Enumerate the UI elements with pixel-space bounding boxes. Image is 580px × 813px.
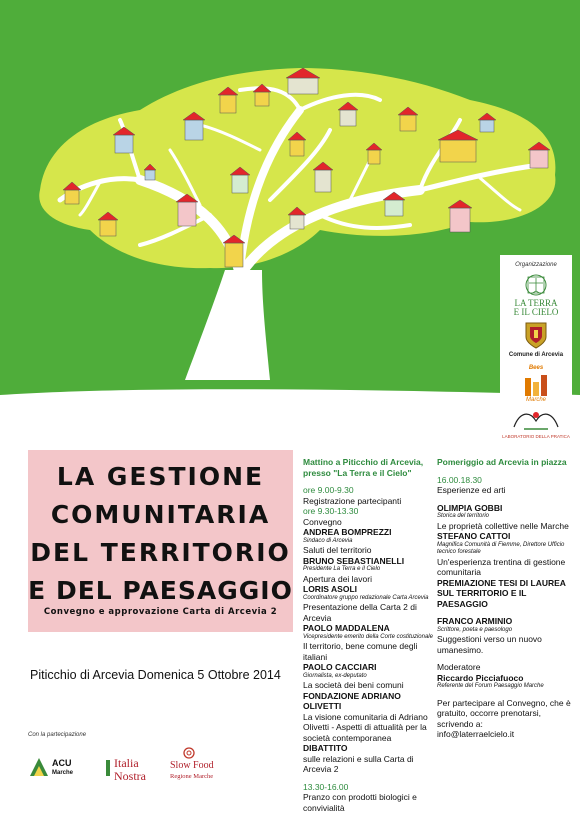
speaker-role: Vicepresidente emerito della Corte costituzionale	[303, 633, 433, 640]
speaker-name: FRANCO ARMINIO	[437, 616, 513, 626]
speaker-topic: Suggestioni verso un nuovo umanesimo.	[437, 634, 542, 655]
speaker-topic: sulle relazioni e sulla Carta di Arcevia 2	[303, 753, 414, 774]
logo-bees-line2: Marche	[525, 397, 546, 403]
speaker-name: OLIMPIA GOBBI	[437, 502, 503, 513]
title-line-4: E DEL PAESAGGIO	[28, 576, 293, 605]
award-title: PREMIAZIONE TESI DI LAUREA SUL TERRITORIO E IL PAESAGGIO	[437, 577, 566, 609]
logo-terra-line1: LA TERRA	[514, 298, 558, 308]
speaker-topic: La visione comunitaria di Adriano Olivetti - Aspetti di attualità per la società contemporanea	[303, 711, 428, 743]
speaker-topic: Le proprietà collettive nelle Marche	[437, 520, 569, 531]
logo-terra-line2: E IL CIELO	[513, 307, 559, 317]
registration-info: Per partecipare al Convegno, che è gratuito, occorre prenotarsi, scrivendo a:	[437, 697, 571, 729]
speaker-topic: La società dei beni comuni	[303, 680, 404, 690]
speaker-role: Sindaco di Arcevia	[303, 537, 353, 544]
speaker-role: Presidente La Terra e il Cielo	[303, 566, 381, 572]
speaker-topic: Un'esperienza trentina di gestione comunitaria	[437, 556, 566, 577]
speaker-name: PAOLO MADDALENA	[303, 623, 390, 633]
title-line-2: COMUNITARIA	[50, 500, 271, 529]
vitruvian-logo-icon	[524, 273, 548, 297]
morning-heading: Mattino a Piticchio di Arcevia, presso "La Terra e il Cielo"	[303, 457, 424, 478]
afternoon-program	[437, 457, 577, 740]
moderator-role: Referente del Forum Paesaggio Marche	[437, 683, 544, 689]
morning-time-3: 13.30-16.00	[303, 781, 349, 792]
organizers-panel	[500, 255, 572, 445]
partners-label: Con la partecipazione	[28, 732, 87, 738]
morning-program	[303, 457, 433, 813]
slow-food-region: Regione Marche	[170, 773, 214, 780]
speaker-topic: Apertura dei lavori	[303, 573, 372, 584]
title-line-1: LA GESTIONE	[56, 462, 265, 491]
acu-name: ACU	[52, 758, 72, 768]
morning-item-3: Pranzo con prodotti biologici e convivialità	[303, 792, 417, 813]
contact-email[interactable]: info@laterraelcielo.it	[437, 729, 515, 739]
title-box	[28, 450, 293, 632]
logo-comune-name: Comune di Arcevia	[508, 352, 564, 358]
arcevia-coat-of-arms-icon	[524, 321, 548, 349]
title-line-3: DEL TERRITORIO	[30, 538, 291, 567]
partner-logos	[28, 746, 288, 792]
morning-item-1: Registrazione partecipanti	[303, 495, 402, 506]
organizers-label: Organizzazione	[515, 262, 557, 268]
morning-time-1: ore 9.00-9.30	[303, 485, 354, 495]
acu-region: Marche	[52, 770, 74, 776]
logo-bees-line1: Bees	[528, 365, 544, 371]
morning-item-2: Convegno	[303, 516, 342, 527]
speaker-name: LORIS ASOLI	[303, 584, 357, 594]
slow-food-text: Slow Food	[170, 760, 214, 771]
afternoon-heading: Pomeriggio ad Arcevia in piazza	[437, 457, 567, 467]
speaker-role: Giornalista, ex-deputato	[303, 672, 367, 679]
italia-logo-text: Italia	[114, 756, 139, 770]
morning-time-2: ore 9.30-13.30	[303, 506, 359, 516]
speaker-topic: Saluti del territorio	[303, 545, 372, 555]
acu-logo-icon	[28, 756, 50, 778]
speaker-role: Coordinatore gruppo redazionale Carta Arcevia	[303, 594, 429, 601]
speaker-name: STEFANO CATTOI	[437, 531, 511, 541]
afternoon-item-1: Esperienze ed arti	[437, 485, 506, 495]
speaker-name: FONDAZIONE ADRIANO OLIVETTI	[303, 690, 401, 711]
moderator-name: Riccardo Picciafuoco	[437, 672, 524, 683]
speaker-role: Storica del territorio	[437, 513, 490, 519]
speaker-topic: Presentazione della Carta 2 di Arcevia	[303, 602, 417, 623]
subtitle: Convegno e approvazione Carta di Arcevia 2	[43, 607, 278, 617]
speaker-name: ANDREA BOMPREZZI	[303, 527, 392, 537]
moderator-label: Moderatore	[437, 662, 481, 672]
logo-laboratorio-text: LABORATORIO DELLA PRATICA	[502, 434, 570, 439]
speaker-name: DIBATTITO	[303, 743, 348, 753]
afternoon-time-1: 16.00.18.30	[437, 474, 482, 485]
speaker-role: Scrittore, poeta e paesologo	[437, 626, 513, 633]
place-and-date: Piticchio di Arcevia Domenica 5 Ottobre 2014	[30, 668, 281, 682]
speaker-topic: Il territorio, bene comune degli italiani	[303, 641, 418, 662]
italia-nostra-mark	[106, 760, 110, 776]
snail-icon	[180, 746, 198, 760]
nostra-logo-text: Nostra	[114, 769, 146, 783]
laboratorio-logo-icon	[510, 407, 562, 433]
speaker-name: BRUNO SEBASTIANELLI	[303, 555, 405, 566]
bees-marche-logo-icon	[522, 372, 550, 396]
speaker-role: Magnifica Comunità di Fiemme, Direttore Ufficio tecnico forestale	[437, 541, 565, 555]
speaker-name: PAOLO CACCIARI	[303, 662, 377, 672]
